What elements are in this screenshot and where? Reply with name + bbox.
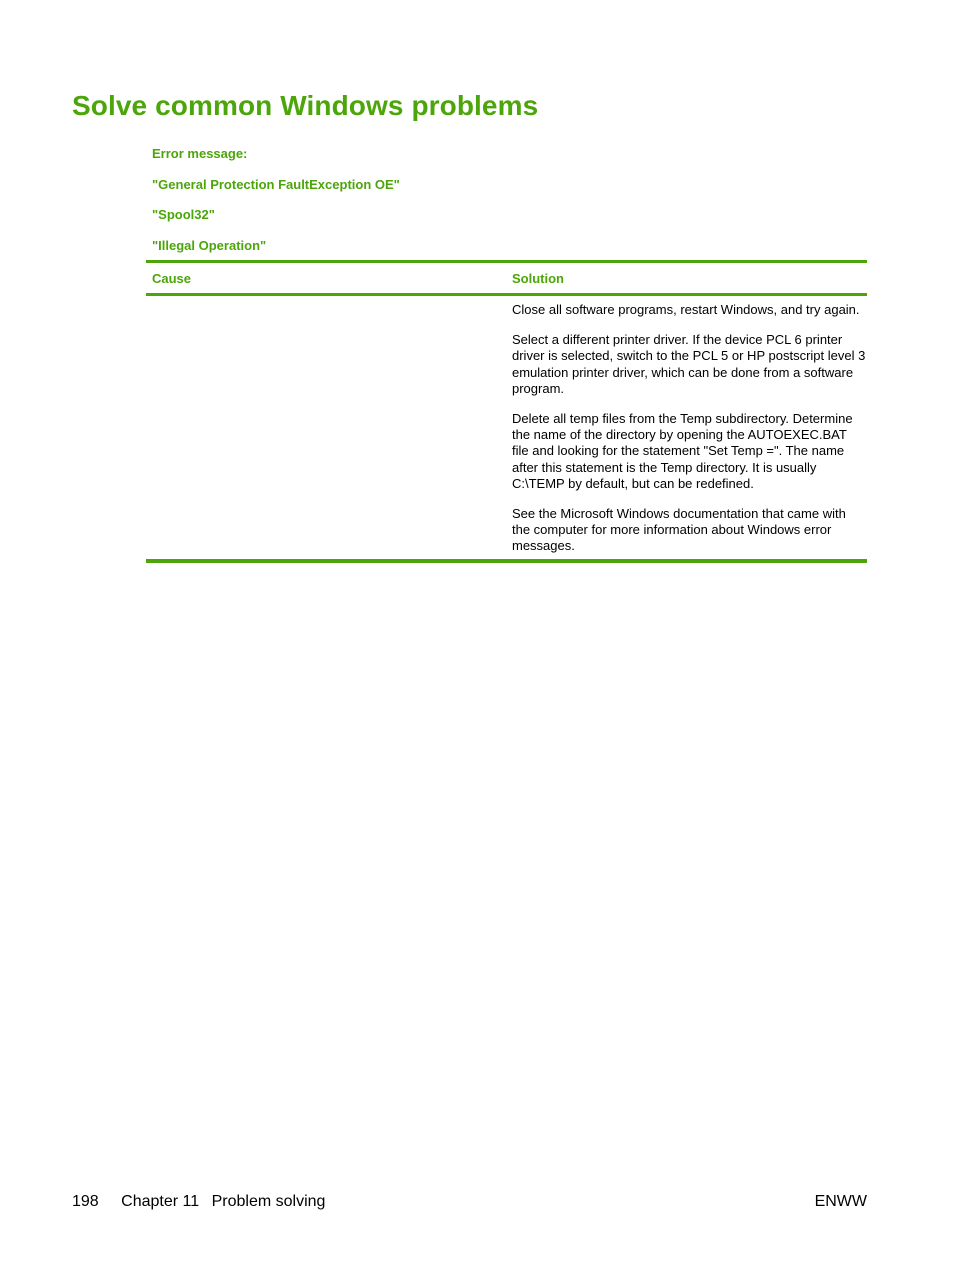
cause-cell xyxy=(146,302,506,555)
error-message-item: "Spool32" xyxy=(152,207,215,222)
table-bottom-rule xyxy=(146,559,867,563)
footer-locale: ENWW xyxy=(814,1193,867,1210)
section-label: Problem solving xyxy=(211,1193,326,1210)
error-message-list xyxy=(152,146,400,268)
page-number: 198 xyxy=(72,1193,99,1210)
solution-paragraph: Close all software programs, restart Windows, and try again. xyxy=(512,302,860,317)
error-message-item: "General Protection FaultException OE" xyxy=(152,176,400,192)
chapter-label: Chapter 11 xyxy=(121,1193,200,1210)
footer-left xyxy=(72,1193,325,1211)
cause-column-header: Cause xyxy=(152,270,192,286)
solution-paragraph: Select a different printer driver. If the device PCL 6 printer driver is selected, switch to the PCL 5 or HP postscript level 3 emulation printer driver, which can be done from a software program. xyxy=(512,332,866,396)
solution-cell xyxy=(506,302,866,555)
solution-paragraph: Delete all temp files from the Temp subdirectory. Determine the name of the directory by opening the AUTOEXEC.BAT file and looking for the statement "Set Temp =". The name after this statement is the Temp directory. It is usually C:\TEMP by default, but can be redefined. xyxy=(512,411,853,491)
error-message-label: Error message: xyxy=(152,146,248,161)
error-message-item: "Illegal Operation" xyxy=(152,237,267,253)
page-title: Solve common Windows problems xyxy=(72,90,539,121)
table-header-row xyxy=(146,263,867,293)
solution-paragraph: See the Microsoft Windows documentation that came with the computer for more information about Windows error messages. xyxy=(512,506,846,554)
cause-solution-table xyxy=(146,260,867,563)
table-row xyxy=(146,296,867,559)
solution-column-header: Solution xyxy=(512,270,564,286)
page-footer xyxy=(72,1193,867,1211)
